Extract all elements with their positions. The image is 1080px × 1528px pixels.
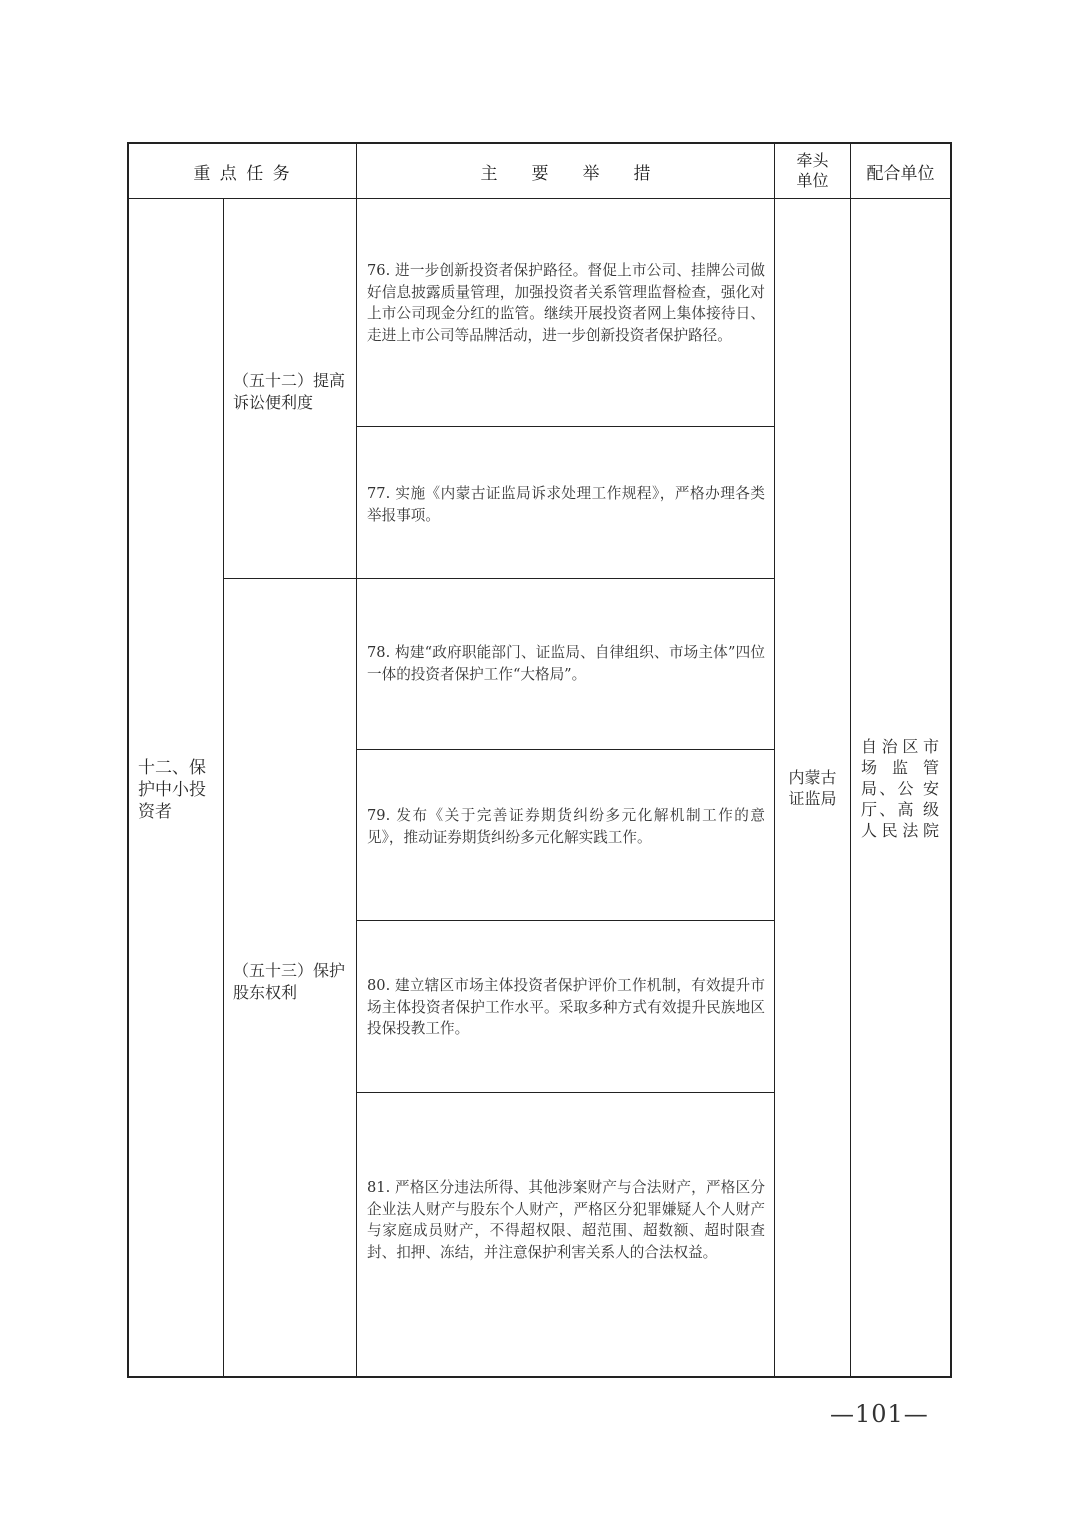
measure-divider: [356, 920, 775, 921]
table-border-left: [127, 142, 129, 1378]
subtask-divider: [223, 578, 775, 579]
subtask-title: （五十二）提高 诉讼便利度: [233, 371, 346, 412]
page-number: —101—: [830, 1400, 929, 1428]
header-task: 重 点 任 务: [193, 163, 292, 184]
col-divider-4: [850, 142, 851, 1378]
subtask-title: （五十三）保护 股东权利: [233, 961, 346, 1002]
lead-unit: 内蒙古 证监局: [788, 768, 837, 808]
header-lead-unit: 牵头 单位: [796, 151, 829, 190]
header-measures: 主 要 举 措: [480, 163, 651, 184]
table-border-bottom: [127, 1376, 952, 1378]
measure-divider: [356, 426, 775, 427]
col-divider-1: [223, 198, 224, 1378]
measure-text: 81. 严格区分违法所得、其他涉案财产与合法财产，严格区分企业法人财产与股东个人财产，严格区分犯罪嫌疑人个人财产与家庭成员财产，不得超权限、超范围、超数额、超时限查封、扣押、冻结，并注意保护利害关系人的合法权益。: [367, 1179, 765, 1261]
measure-text: 77. 实施《内蒙古证监局诉求处理工作规程》，严格办理各类举报事项。: [367, 485, 765, 524]
header-coop-unit: 配合单位: [866, 163, 935, 184]
measure-text: 80. 建立辖区市场主体投资者保护评价工作机制，有效提升市场主体投资者保护工作水平。采取多种方式有效提升民族地区投保投教工作。: [367, 977, 765, 1037]
coop-unit: 自治区市 场 监 管 局、公 安 厅、高 级 人民法院: [861, 737, 939, 840]
header-divider: [127, 198, 952, 199]
col-divider-2: [356, 142, 357, 1378]
col-divider-3: [774, 142, 775, 1378]
measure-divider: [356, 749, 775, 750]
measure-text: 78. 构建“政府职能部门、证监局、自律组织、市场主体”四位一体的投资者保护工作“大格局”。: [367, 644, 765, 683]
task-group-title: 十二、保 护中小投 资者: [138, 758, 206, 822]
measure-divider: [356, 1092, 775, 1093]
measure-text: 76. 进一步创新投资者保护路径。督促上市公司、挂牌公司做好信息披露质量管理，加强投资者关系管理监督检查，强化对上市公司现金分红的监管。继续开展投资者网上集体接待日、走进上市公司等品牌活动，进一步创新投资者保护路径。: [367, 262, 765, 344]
measures-table: [127, 142, 952, 1378]
measure-text: 79. 发布《关于完善证券期货纠纷多元化解机制工作的意见》，推动证券期货纠纷多元化解实践工作。: [367, 807, 765, 846]
table-border-right: [950, 142, 952, 1378]
